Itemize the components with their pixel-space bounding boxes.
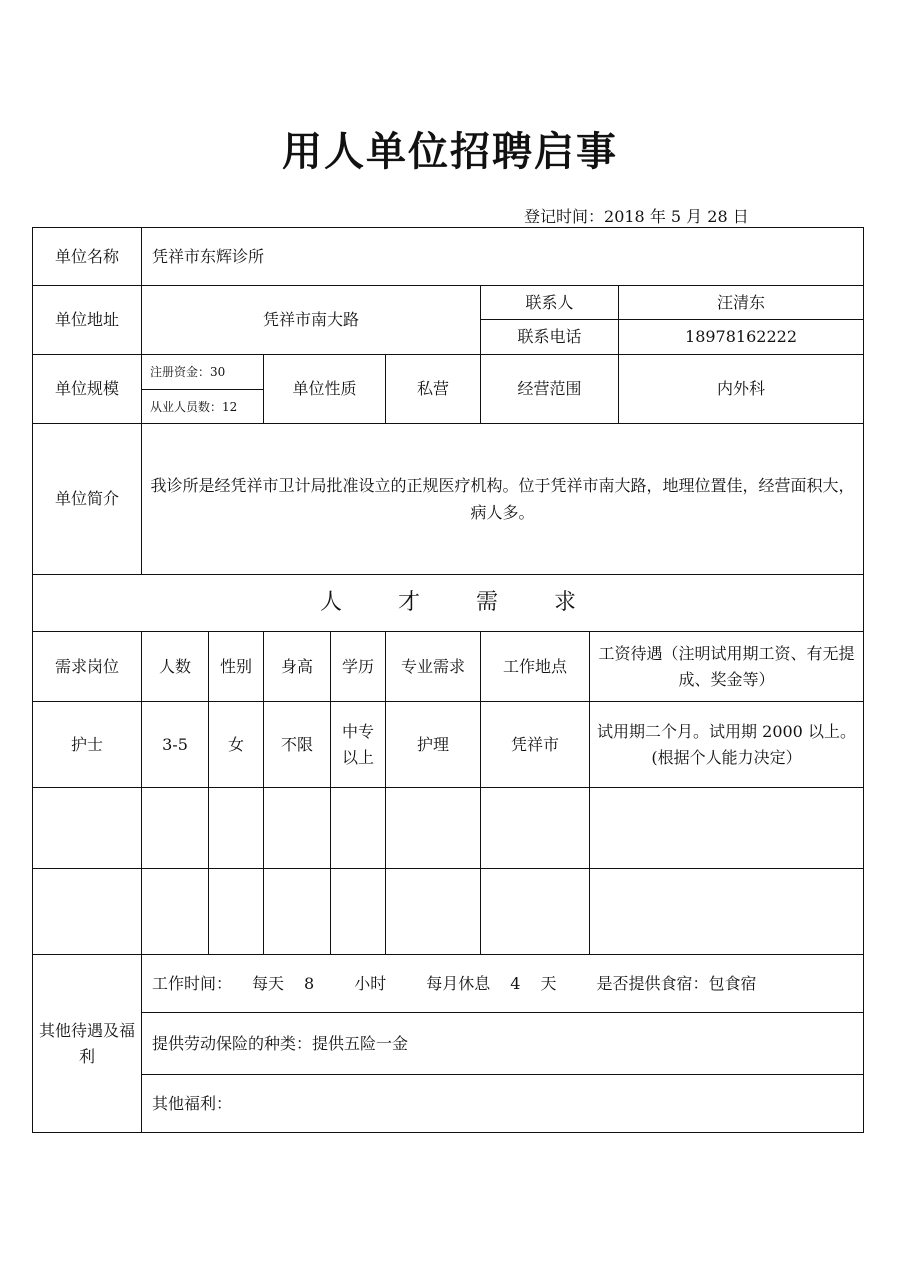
unit-nature-label: 单位性质 — [264, 355, 386, 424]
row-major: 护理 — [386, 702, 481, 788]
days-unit: 天 — [540, 973, 557, 993]
unit-address-value: 凭祥市南大路 — [142, 286, 481, 355]
benefits-worktime-row — [33, 955, 864, 1013]
talent-row — [33, 702, 864, 788]
other-benefits-label: 其他福利： — [152, 1093, 233, 1113]
work-time-label: 工作时间： — [152, 973, 233, 993]
unit-intro-label: 单位简介 — [33, 424, 142, 575]
insurance-line — [142, 1013, 864, 1075]
register-date — [524, 204, 749, 227]
talent-header-row — [33, 632, 864, 702]
header-major: 专业需求 — [386, 632, 481, 702]
business-scope-value: 内外科 — [619, 355, 864, 424]
rest-label: 每月休息 — [426, 973, 491, 993]
recruitment-table — [32, 227, 864, 1133]
row-location: 凭祥市 — [481, 702, 590, 788]
unit-nature-value: 私营 — [386, 355, 481, 424]
work-time-line — [142, 955, 864, 1013]
talent-heading — [33, 575, 864, 632]
lodging-value: 包食宿 — [708, 973, 757, 993]
talent-heading-char: 才 — [397, 590, 420, 615]
unit-intro-row — [33, 424, 864, 575]
register-date-value: 2018 年 5 月 28 日 — [604, 207, 749, 226]
phone-label: 联系电话 — [481, 320, 619, 355]
row-salary: 试用期二个月。试用期 2000 以上。(根据个人能力决定） — [590, 702, 864, 788]
lodging-label: 是否提供食宿： — [596, 973, 709, 993]
header-gender: 性别 — [209, 632, 264, 702]
header-education: 学历 — [331, 632, 386, 702]
row-gender: 女 — [209, 702, 264, 788]
benefits-label: 其他待遇及福利 — [33, 955, 142, 1133]
contact-value: 汪清东 — [619, 286, 864, 320]
page-title: 用人单位招聘启事 — [282, 128, 618, 175]
other-benefits-line — [142, 1075, 864, 1133]
row-height: 不限 — [264, 702, 331, 788]
contact-label: 联系人 — [481, 286, 619, 320]
benefits-insurance-row — [33, 1013, 864, 1075]
talent-heading-char: 求 — [554, 590, 577, 615]
unit-name-value: 凭祥市东辉诊所 — [142, 228, 864, 286]
header-location: 工作地点 — [481, 632, 590, 702]
capital-value: 注册资金：30 — [142, 355, 264, 390]
recruitment-form — [32, 227, 863, 1133]
unit-name-label: 单位名称 — [33, 228, 142, 286]
hours-unit: 小时 — [354, 973, 387, 993]
talent-heading-char: 人 — [319, 590, 342, 615]
header-height: 身高 — [264, 632, 331, 702]
talent-empty-row — [33, 869, 864, 955]
unit-intro-text: 我诊所是经凭祥市卫计局批准设立的正规医疗机构。位于凭祥市南大路，地理位置佳，经营面积大，病人多。 — [142, 424, 864, 575]
business-scope-label: 经营范围 — [481, 355, 619, 424]
unit-scale-row — [33, 355, 864, 390]
employees-value: 从业人员数：12 — [142, 390, 264, 424]
row-education: 中专以上 — [331, 702, 386, 788]
insurance-value: 提供五险一金 — [312, 1033, 409, 1053]
unit-address-row — [33, 286, 864, 320]
talent-heading-char: 需 — [476, 590, 499, 615]
per-day-label: 每天 — [252, 973, 285, 993]
benefits-other-row — [33, 1075, 864, 1133]
talent-empty-row — [33, 788, 864, 869]
register-date-label: 登记时间： — [524, 207, 605, 226]
row-position: 护士 — [33, 702, 142, 788]
hours-value: 8 — [304, 973, 315, 993]
header-count: 人数 — [142, 632, 209, 702]
row-count: 3-5 — [142, 702, 209, 788]
unit-address-label: 单位地址 — [33, 286, 142, 355]
rest-days-value: 4 — [510, 973, 521, 993]
talent-heading-row — [33, 575, 864, 632]
insurance-label: 提供劳动保险的种类： — [152, 1033, 313, 1053]
unit-name-row — [33, 228, 864, 286]
header-position: 需求岗位 — [33, 632, 142, 702]
phone-value: 18978162222 — [619, 320, 864, 355]
unit-scale-label: 单位规模 — [33, 355, 142, 424]
header-salary: 工资待遇（注明试用期工资、有无提成、奖金等） — [590, 632, 864, 702]
